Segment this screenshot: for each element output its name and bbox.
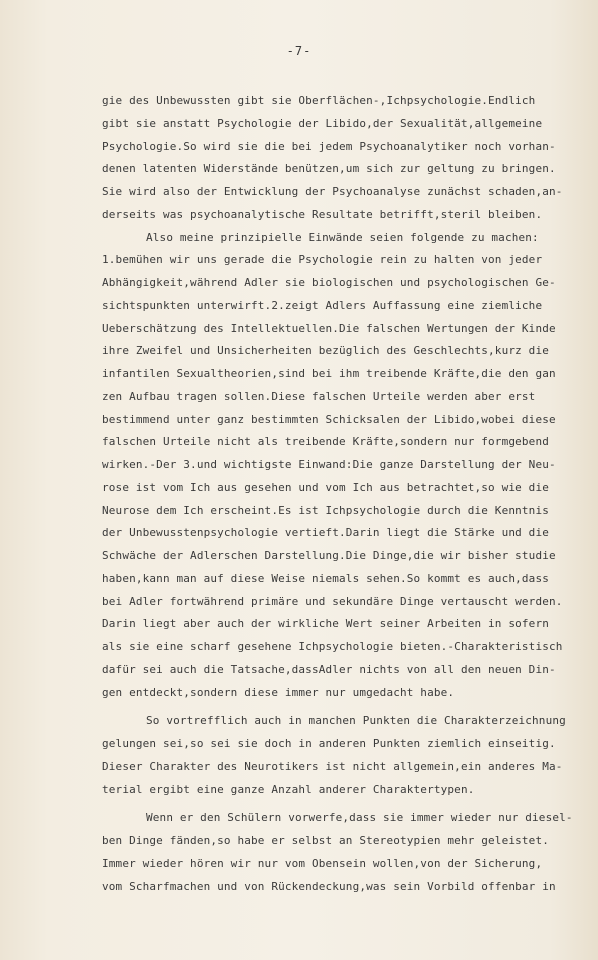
text-line: bei Adler fortwährend primäre und sekundäre Dinge vertauscht werden. [102, 594, 563, 608]
text-line: vom Scharfmachen und von Rückendeckung,was sein Vorbild offenbar in [102, 879, 556, 893]
body-text [102, 90, 594, 898]
text-line: Abhängigkeit,während Adler sie biologischen und psychologischen Ge- [102, 276, 556, 289]
text-line: gie des Unbewussten gibt sie Oberflächen-,Ichpsychologie.Endlich [102, 94, 536, 107]
text-line: wirken.-Der 3.und wichtigste Einwand:Die ganze Darstellung der Neu- [102, 458, 556, 471]
text-line: dafür sei auch die Tatsache,dassAdler nichts von all den neuen Din- [102, 662, 556, 676]
text-line: gen entdeckt,sondern diese immer nur umgedacht habe. [102, 685, 455, 699]
text-line: gibt sie anstatt Psychologie der Libido,der Sexualität,allgemeine [102, 116, 543, 130]
text-line: terial ergibt eine ganze Anzahl anderer Charaktertypen. [102, 782, 475, 796]
text-line: ben Dinge fänden,so habe er selbst an Stereotypien mehr geleistet. [102, 834, 549, 847]
text-line: So vortrefflich auch in manchen Punkten die Charakterzeichnung [146, 714, 566, 728]
text-line: Wenn er den Schülern vorwerfe,dass sie immer wieder nur diesel- [146, 811, 573, 825]
text-line: Sie wird also der Entwicklung der Psychoanalyse zunächst schaden,an- [102, 185, 563, 198]
text-line: bestimmend unter ganz bestimmten Schicksalen der Libido,wobei diese [102, 412, 556, 426]
text-line: denen latenten Widerstände benützen,um sich zur geltung zu bringen. [102, 162, 556, 176]
text-line: rose ist vom Ich aus gesehen und vom Ich aus betrachtet,so wie die [102, 480, 549, 494]
text-line: zen Aufbau tragen sollen.Diese falschen Urteile werden aber erst [102, 389, 536, 403]
text-line: falschen Urteile nicht als treibende Kräfte,sondern nur formgebend [102, 435, 549, 449]
text-line: Psychologie.So wird sie die bei jedem Psychoanalytiker noch vorhan- [102, 139, 556, 153]
text-line: 1.bemühen wir uns gerade die Psychologie rein zu halten von jeder [102, 253, 543, 267]
text-line: Immer wieder hören wir nur vom Obensein wollen,von der Sicherung, [102, 856, 543, 870]
text-line: infantilen Sexualtheorien,sind bei ihm treibende Kräfte,die den gan [102, 367, 556, 380]
text-line: Also meine prinzipielle Einwände seien folgende zu machen: [146, 230, 539, 244]
text-line: Darin liegt aber auch der wirkliche Wert seiner Arbeiten in sofern [102, 617, 549, 631]
text-line: sichtspunkten unterwirft.2.zeigt Adlers Auffassung eine ziemliche [102, 298, 543, 312]
text-line: Schwäche der Adlerschen Darstellung.Die Dinge,die wir bisher studie [102, 549, 556, 562]
text-line: Neurose dem Ich erscheint.Es ist Ichpsychologie durch die Kenntnis [102, 503, 549, 517]
text-line: Dieser Charakter des Neurotikers ist nicht allgemein,ein anderes Ma- [102, 759, 563, 773]
text-line: derseits was psychoanalytische Resultate betrifft,steril bleiben. [102, 207, 543, 221]
text-line: ihre Zweifel und Unsicherheiten bezüglich des Geschlechts,kurz die [102, 344, 549, 358]
text-line: der Unbewusstenpsychologie vertieft.Darin liegt die Stärke und die [102, 526, 549, 540]
text-line: als sie eine scharf gesehene Ichpsychologie bieten.-Charakteristisch [102, 640, 563, 653]
text-line: Ueberschätzung des Intellektuellen.Die falschen Wertungen der Kinde [102, 321, 556, 335]
text-line: haben,kann man auf diese Weise niemals sehen.So kommt es auch,dass [102, 571, 549, 585]
text-line: gelungen sei,so sei sie doch in anderen Punkten ziemlich einseitig. [102, 737, 556, 750]
page-number: -7- [286, 44, 312, 58]
